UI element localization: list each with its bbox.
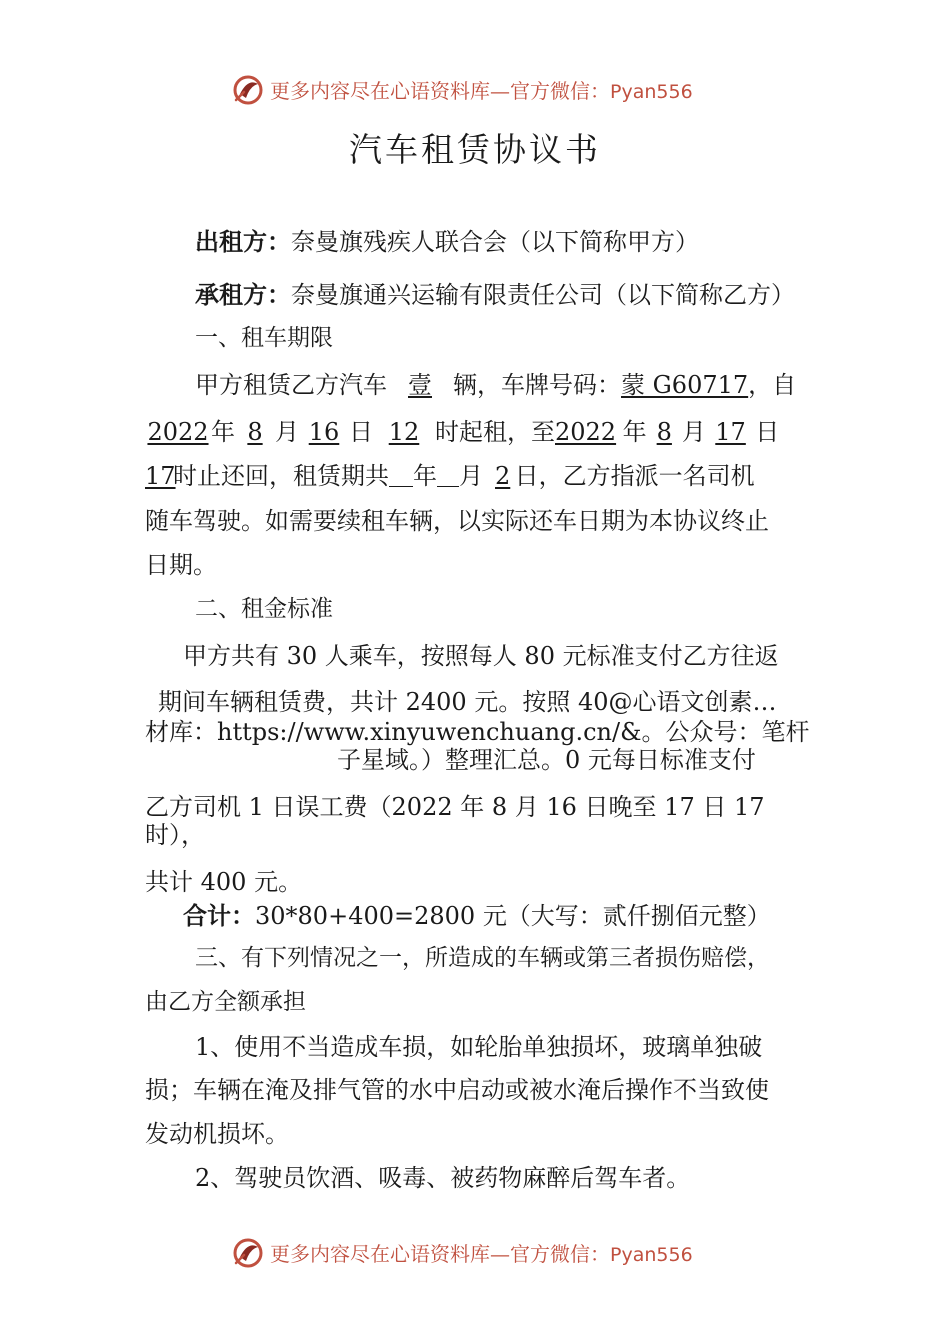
watermark-wechat-id: Pyan556 [610,81,693,103]
section1-line2: 2022 年 8 月 16 日 12 时起租，至2022 年 8 月 17 日 [145,416,779,448]
period-months-blank [437,464,459,487]
section1-line4: 随车驾驶。如需要续租车辆，以实际还车日期为本协议终止 [145,507,769,535]
section2-line4: 子星域。）整理汇总。0 元每日标准支付 [337,746,756,774]
section3-item1-line2: 损；车辆在淹及排气管的水中启动或被水淹后操作不当致使 [145,1076,769,1104]
lessee-label: 承租方： [195,281,291,309]
section3-heading-line1: 三、有下列情况之一，所造成的车辆或第三者损伤赔偿， [195,945,770,971]
section2-line3: 材库：https://www.xinyuwenchuang.cn/&。公众号：笔杆 [145,718,810,746]
lessor-value: 奈曼旗残疾人联合会（以下简称甲方） [291,228,699,256]
start-year: 2022 [147,418,209,446]
section1-line1: 甲方租赁乙方汽车 壹 辆，车牌号码：蒙 G60717，自 [195,371,797,399]
car-count: 壹 [408,371,432,399]
plate-number: 蒙 G60717 [621,371,749,399]
lessee-line [195,279,795,311]
total-line [183,900,771,932]
section2-line2: 期间车辆租赁费，共计 2400 元。按照 40@心语文创素… [158,688,777,716]
section1-line3: 17时止还回，租赁期共 年 月 2 日，乙方指派一名司机 [145,462,755,490]
end-day: 17 [715,418,746,446]
watermark-banner-top [0,70,950,110]
period-years-blank [389,464,413,487]
section3-heading-line2: 由乙方全额承担 [145,989,306,1015]
start-month: 8 [247,418,263,446]
page-title: 汽车租赁协议书 [349,130,601,169]
start-day: 16 [308,418,340,446]
end-hour: 17 [145,462,176,490]
period-days: 2 [495,462,511,490]
lessee-value: 奈曼旗通兴运输有限责任公司（以下简称乙方） [291,281,795,309]
lessor-label: 出租方： [195,228,291,256]
watermark-text: 更多内容尽在心语资料库—官方微信：Pyan556 [270,79,693,103]
start-hour: 12 [388,418,420,446]
total-label: 合计： [183,902,255,930]
lessor-line [195,226,699,258]
watermark-logo-icon [230,1235,266,1271]
watermark-banner-bottom [0,1233,950,1273]
section2-line7: 共计 400 元。 [145,868,303,896]
section3-item2: 2、驾驶员饮酒、吸毒、被药物麻醉后驾车者。 [195,1164,691,1192]
section2-line1: 甲方共有 30 人乘车，按照每人 80 元标准支付乙方往返 [183,642,779,670]
end-month: 8 [656,418,672,446]
section2-heading: 二、租金标准 [195,596,333,622]
watermark-text: 更多内容尽在心语资料库—官方微信：Pyan556 [270,1242,693,1266]
section3-item1-line1: 1、使用不当造成车损，如轮胎单独损坏，玻璃单独破 [195,1033,763,1061]
watermark-wechat-id: Pyan556 [610,1244,693,1266]
section1-line5: 日期。 [145,551,217,579]
section2-line5: 乙方司机 1 日误工费（2022 年 8 月 16 日晚至 17 日 17 [145,793,765,821]
total-value: 30*80+400=2800 元（大写：贰仟捌佰元整） [255,902,771,930]
watermark-logo-icon [230,72,266,108]
section2-line6: 时）， [145,821,205,849]
section3-item1-line3: 发动机损坏。 [145,1120,289,1148]
section1-heading: 一、租车期限 [195,325,333,351]
end-year: 2022 [555,418,617,446]
